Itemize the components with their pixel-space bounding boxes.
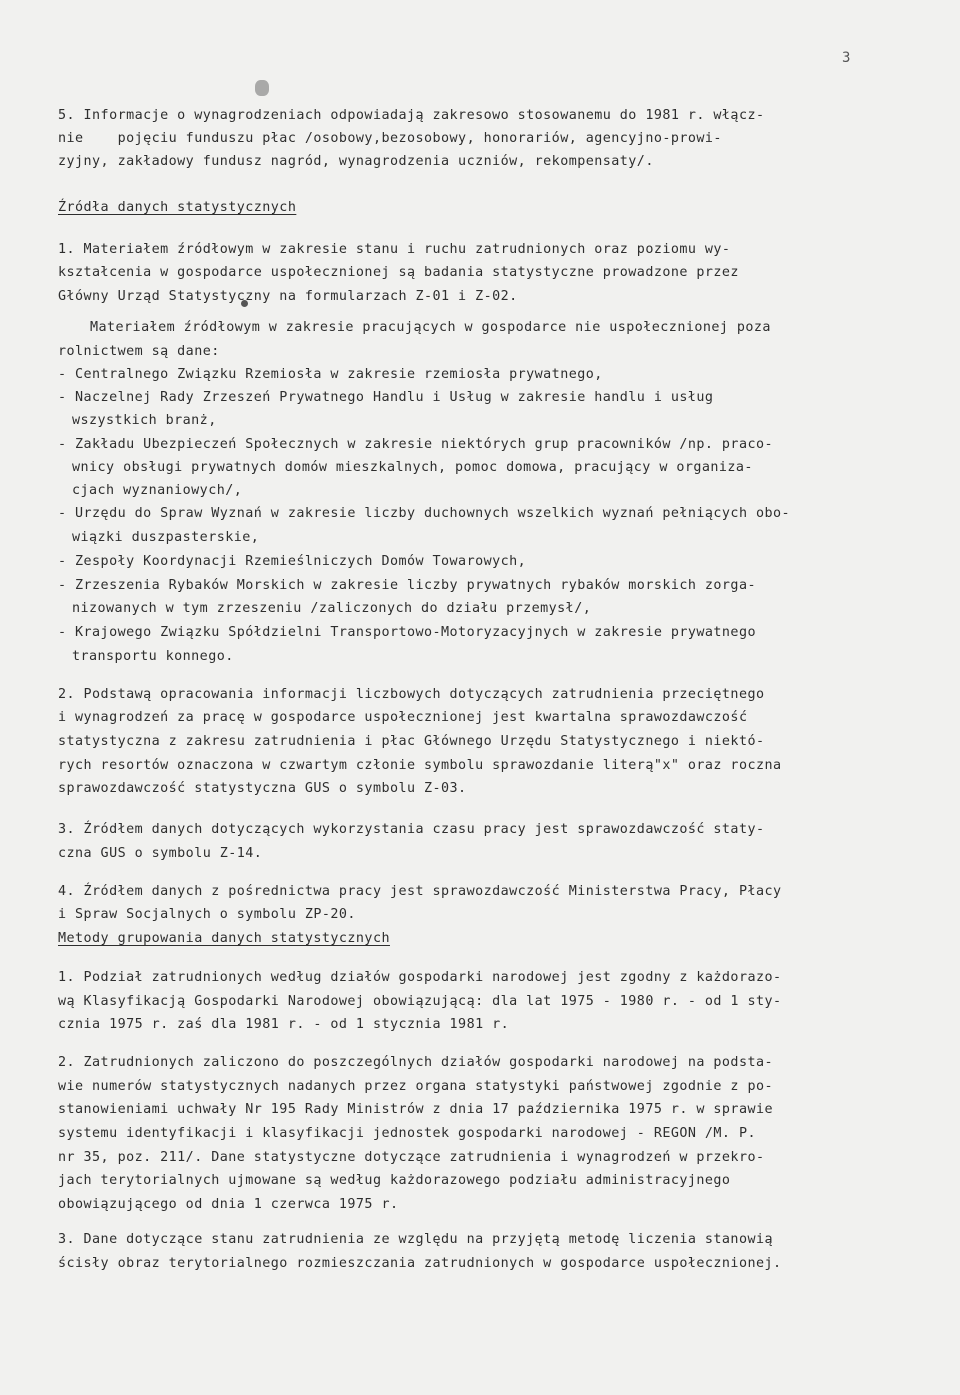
text-line: Materiałem źródłowym w zakresie pracujących w gospodarce nie uspołecznionej poza <box>90 320 771 335</box>
text-line: Główny Urząd Statystyczny na formularzach Z-01 i Z-02. <box>58 289 518 304</box>
text-line: zyjny, zakładowy fundusz nagród, wynagrodzenia uczniów, rekompensaty/. <box>58 154 654 169</box>
text-line: rolnictwem są dane: <box>58 344 220 359</box>
ink-mark <box>255 80 269 96</box>
text-line: jach terytorialnych ujmowane są według każdorazowego podziału administracyjnego <box>58 1173 731 1188</box>
text-line: nizowanych w tym zrzeszeniu /zaliczonych do działu przemysł/, <box>72 601 592 616</box>
text-line: - Centralnego Związku Rzemiosła w zakresie rzemiosła prywatnego, <box>58 367 603 382</box>
text-line: - Krajowego Związku Spółdzielni Transportowo-Motoryzacyjnych w zakresie prywatnego <box>58 625 756 640</box>
text-line: wszystkich branż, <box>72 413 217 428</box>
page-number: 3 <box>842 50 851 66</box>
text-line: 3. Dane dotyczące stanu zatrudnienia ze względu na przyjętą metodę liczenia stanowią <box>58 1232 773 1247</box>
text-line: ścisły obraz terytorialnego rozmieszczania zatrudnionych w gospodarce uspołecznionej. <box>58 1256 782 1271</box>
text-line: cjach wyznaniowych/, <box>72 483 243 498</box>
text-line: 5. Informacje o wynagrodzeniach odpowiadają zakresowo stosowanemu do 1981 r. włącz- <box>58 108 765 123</box>
text-line: - Naczelnej Rady Zrzeszeń Prywatnego Handlu i Usług w zakresie handlu i usług <box>58 390 714 405</box>
text-line: wą Klasyfikacją Gospodarki Narodowej obowiązującą: dla lat 1975 - 1980 r. - od 1 sty- <box>58 994 782 1009</box>
text-line: 1. Podział zatrudnionych według działów gospodarki narodowej jest zgodny z każdorazo- <box>58 970 782 985</box>
text-line: - Zespoły Koordynacji Rzemieślniczych Domów Towarowych, <box>58 554 527 569</box>
text-line: 2. Zatrudnionych zaliczono do poszczególnych działów gospodarki narodowej na podsta- <box>58 1055 773 1070</box>
text-line: rych resortów oznaczona w czwartym członie symbolu sprawozdanie literą"x" oraz roczna <box>58 758 782 773</box>
text-line: nie pojęciu funduszu płac /osobowy,bezosobowy, honorariów, agencyjno-prowi- <box>58 131 722 146</box>
text-line: - Zakładu Ubezpieczeń Społecznych w zakresie niektórych grup pracowników /np. praco- <box>58 437 773 452</box>
text-line: nr 35, poz. 211/. Dane statystyczne dotyczące zatrudnienia i wynagrodzeń w przekro- <box>58 1150 765 1165</box>
text-line: sprawozdawczość statystyczna GUS o symbolu Z-03. <box>58 781 467 796</box>
text-line: wnicy obsługi prywatnych domów mieszkalnych, pomoc domowa, pracujący w organiza- <box>72 460 753 475</box>
text-line: 3. Źródłem danych dotyczących wykorzystania czasu pracy jest sprawozdawczość staty- <box>58 822 765 837</box>
text-line: stanowieniami uchwały Nr 195 Rady Ministrów z dnia 17 października 1975 r. w sprawie <box>58 1102 773 1117</box>
text-line: transportu konnego. <box>72 649 234 664</box>
section-heading: Źródła danych statystycznych <box>58 200 297 215</box>
text-line: i Spraw Socjalnych o symbolu ZP-20. <box>58 907 356 922</box>
text-line: 4. Źródłem danych z pośrednictwa pracy jest sprawozdawczość Ministerstwa Pracy, Płacy <box>58 884 782 899</box>
text-line: wiązki duszpasterskie, <box>72 530 260 545</box>
text-line: 1. Materiałem źródłowym w zakresie stanu i ruchu zatrudnionych oraz poziomu wy- <box>58 242 731 257</box>
text-line: obowiązującego od dnia 1 czerwca 1975 r. <box>58 1197 399 1212</box>
text-line: czna GUS o symbolu Z-14. <box>58 846 263 861</box>
text-line: i wynagrodzeń za pracę w gospodarce uspołecznionej jest kwartalna sprawozdawczość <box>58 710 748 725</box>
text-line: statystyczna z zakresu zatrudnienia i płac Głównego Urzędu Statystycznego i niektó- <box>58 734 765 749</box>
text-line: kształcenia w gospodarce uspołecznionej są badania statystyczne prowadzone przez <box>58 265 739 280</box>
section-heading: Metody grupowania danych statystycznych <box>58 931 390 946</box>
text-line: cznia 1975 r. zaś dla 1981 r. - od 1 stycznia 1981 r. <box>58 1017 510 1032</box>
text-line: systemu identyfikacji i klasyfikacji jednostek gospodarki narodowej - REGON /M. P. <box>58 1126 756 1141</box>
text-line: - Urzędu do Spraw Wyznań w zakresie liczby duchownych wszelkich wyznań pełniących obo- <box>58 506 791 521</box>
text-line: - Zrzeszenia Rybaków Morskich w zakresie liczby prywatnych rybaków morskich zorga- <box>58 578 756 593</box>
text-line: 2. Podstawą opracowania informacji liczbowych dotyczących zatrudnienia przeciętnego <box>58 687 765 702</box>
text-line: wie numerów statystycznych nadanych przez organa statystyki państwowej zgodnie z po- <box>58 1079 773 1094</box>
